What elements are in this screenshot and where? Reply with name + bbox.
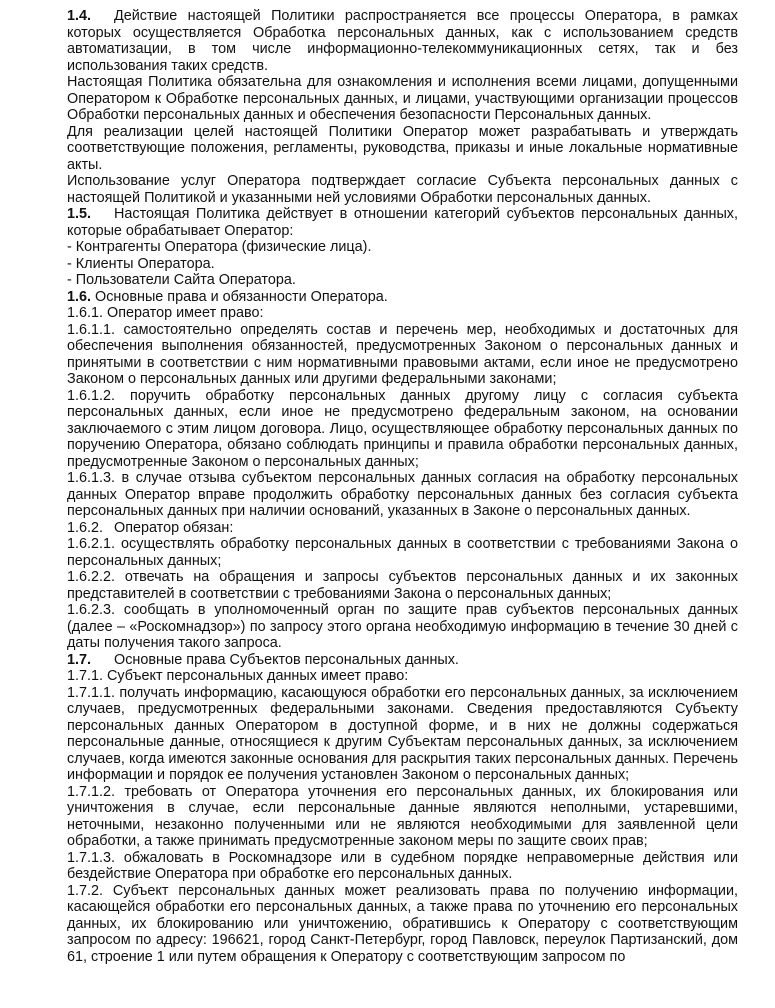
paragraph: 1.7.1. Субъект персональных данных имеет право: <box>67 668 409 684</box>
paragraph: 1.6.1.3. в случае отзыва субъектом персональных данных согласия на обработку персональных данных Оператор вправе продолжить обработку персональных данных без согласия субъекта персональных данных при наличии оснований, указанных в Законе о персональных данных. <box>67 470 738 519</box>
paragraph: - Клиенты Оператора. <box>67 255 215 272</box>
paragraph: 1.7.2. Субъект персональных данных может реализовать права по получению информации, касающейся обработки его персональных данных, а также права по уточнению его персональных данных, их блокированию или уничтожению, обратившись к Оператору с соответствующим запросом по адресу: 196621, город Санкт-Петербург, город Павловск, переулок Партизанский, дом 61, строение 1 или путем обращения к Оператору с соответствующим запросом по <box>67 882 738 965</box>
clause-text: Основные права и обязанности Оператора. <box>91 288 388 305</box>
clause-text: Настоящая Политика действует в отношении категорий субъектов персональных данных, которые обрабатывает Оператор: <box>67 206 738 239</box>
paragraph: - Пользователи Сайта Оператора. <box>67 272 296 288</box>
clause-text: Действие настоящей Политики распространяется все процессы Оператора, в рамках которых осуществляется Обработка персональных данных, как с использованием средств автоматизации, в том числе информационно-телекоммуникационных сетях, так и без использования таких средств. <box>67 8 738 74</box>
paragraph: 1.6.2.2. отвечать на обращения и запросы субъектов персональных данных и их законных представителей в соответствии с требованиями Закона о персональных данных; <box>67 569 738 602</box>
clause-number: 1.6.2. <box>67 519 104 536</box>
paragraph: 1.6.1.1. самостоятельно определять состав и перечень мер, необходимых и достаточных для обеспечения выполнения обязанностей, предусмотренных Законом о персональных данных и принятыми в соответствии с ним нормативными правовыми актами, если иное не предусмотрено Законом о персональных данных или другими федеральными законами; <box>67 321 738 387</box>
paragraph: Использование услуг Оператора подтверждает согласие Субъекта персональных данных с настоящей Политикой и указанными ней условиями Обработки персональных данных. <box>67 173 738 206</box>
clause-number: 1.7. <box>67 651 92 668</box>
clause-text: Оператор обязан: <box>114 519 234 536</box>
paragraph: 1.7.1.3. обжаловать в Роскомнадзоре или в судебном порядке неправомерные действия или бездействие Оператора при обработке его персональных данных. <box>67 849 738 882</box>
section-heading <box>67 289 738 306</box>
numbered-clause <box>67 206 738 239</box>
paragraph: - Контрагенты Оператора (физические лица). <box>67 239 372 255</box>
subsection-heading <box>67 520 738 537</box>
paragraph: 1.6.1.2. поручить обработку персональных данных другому лицу с согласия субъекта персональных данных, если иное не предусмотрено федеральным законом, на основании заключаемого с этим лицом договора. Лицо, осуществляющее обработку персональных данных по поручению Оператора, обязано соблюдать принципы и правила обработки персональных данных, предусмотренные Законом о персональных данных; <box>67 387 738 470</box>
paragraph: 1.7.1.2. требовать от Оператора уточнения его персональных данных, их блокирования или уничтожения в случае, если персональные данные являются неполными, устаревшими, неточными, незаконно полученными или не являются необходимыми для заявленной цели обработки, а также принимать предусмотренные законом меры по защите своих прав; <box>67 783 738 849</box>
paragraph: 1.6.2.1. осуществлять обработку персональных данных в соответствии с требованиями Закона о персональных данных; <box>67 536 738 569</box>
paragraph: Настоящая Политика обязательна для ознакомления и исполнения всеми лицами, допущенными Оператором к Обработке персональных данных, и лицами, участвующими организации процессов Обработки персональных данных и обеспечения безопасности Персональных данных. <box>67 74 738 123</box>
paragraph: Для реализации целей настоящей Политики Оператор может разрабатывать и утверждать соответствующие положения, регламенты, руководства, приказы и иные локальные нормативные акты. <box>67 123 738 173</box>
numbered-clause <box>67 652 738 669</box>
numbered-clause <box>67 8 738 74</box>
paragraph: 1.6.1. Оператор имеет право: <box>67 305 264 321</box>
paragraph: 1.6.2.3. сообщать в уполномоченный орган по защите прав субъектов персональных данных (далее – «Роскомнадзор») по запросу этого органа необходимую информацию в течение 30 дней с даты получения такого запроса. <box>67 602 738 651</box>
clause-number: 1.6. <box>67 288 92 305</box>
clause-number: 1.5. <box>67 206 92 222</box>
clause-number: 1.4. <box>67 8 92 24</box>
paragraph: 1.7.1.1. получать информацию, касающуюся обработки его персональных данных, за исключением случаев, предусмотренных федеральными законами. Сведения предоставляются Субъекту персональных данных Оператором в доступной форме, и в них не должны содержаться персональные данные, относящиеся к другим Субъектам персональных данных, за исключением случаев, когда имеются законные основания для раскрытия таких персональных данных. Перечень информации и порядок ее получения установлен Законом о персональных данных; <box>67 684 738 783</box>
policy-document <box>67 8 738 965</box>
clause-text: Основные права Субъектов персональных данных. <box>114 651 459 668</box>
